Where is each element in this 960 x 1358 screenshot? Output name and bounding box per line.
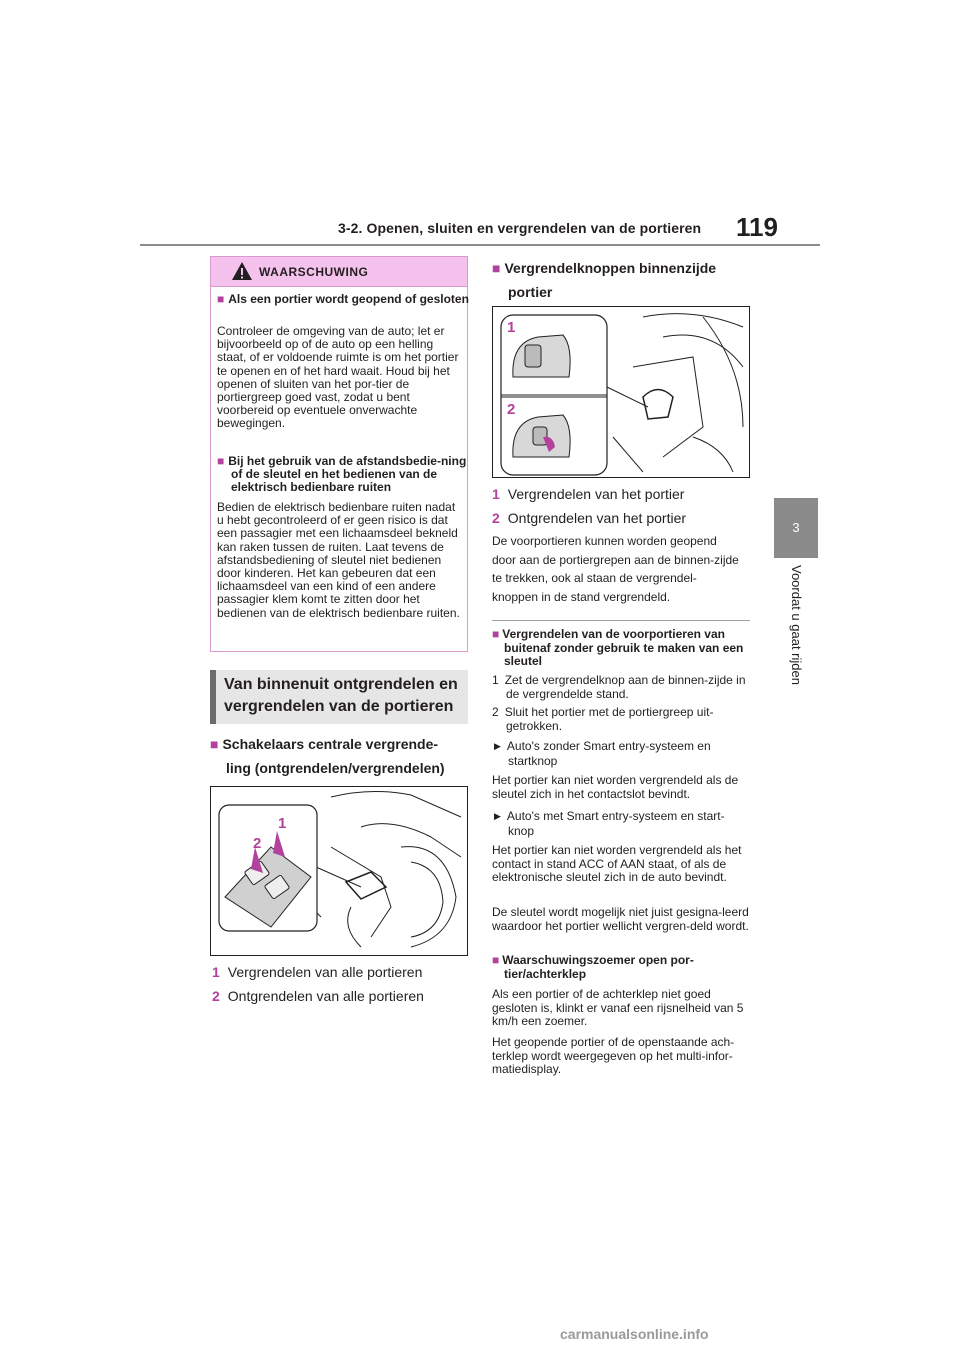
fig-callout-1: 1 (507, 319, 516, 336)
paragraph-no-smart-entry: Het portier kan niet worden vergrendeld als de sleutel zich in het contactslot bevindt. (492, 773, 739, 801)
chapter-number: 3 (792, 520, 800, 535)
chapter-label (782, 565, 812, 715)
chapter-tab (774, 498, 818, 558)
bullet-no-smart-entry: ▶ Auto's zonder Smart entry-systeem en startknop (494, 740, 744, 768)
fig-callout-1: 1 (278, 815, 287, 832)
warning-text-1: Controleer de omgeving van de auto; let er bijvoorbeeld op of de auto op een helling staat, of er voldoende ruimte is om het portier te openen en of het hard waait. Houd bij het openen of sluiten van het por-tier de portiergreep goed vast, zodat u bent voorbereid op eventuele onverwachte bewegingen. (217, 324, 459, 431)
step-item: 1 Zet de vergrendelknop aan de binnen-zijde in de vergrendelde stand. (492, 673, 746, 701)
warning-subheading-2: ■ Bij het gebruik van de afstandsbedie-ning of de sleutel en het bedienen van de elektrisch bedienbare ruiten (217, 454, 467, 494)
warning-triangle-icon (231, 261, 253, 281)
bullet-smart-entry: ▶ Auto's met Smart entry-systeem en start-knop (494, 810, 744, 838)
chapter-label-text: Voordat u gaat rijden (789, 565, 804, 685)
step-item: 2 Sluit het portier met de portiergreep uit-getrokken. (492, 705, 714, 733)
section-heading-line1: Van binnenuit ontgrendelen en (224, 676, 458, 693)
paragraph-key-signal: De sleutel wordt mogelijk niet juist gesigna-leerd waardoor het portier wellicht vergren-deld wordt. (492, 905, 749, 933)
subheading-lock-from-outside: ■ Vergrendelen van de voorportieren van buitenaf zonder gebruik te maken van een sleutel (492, 627, 744, 668)
divider (492, 620, 750, 621)
central-lock-switch-illustration (210, 786, 468, 956)
page-number: 119 (736, 212, 778, 242)
paragraph-open-doors: De voorportieren kunnen worden geopend door aan de portiergrepen aan de binnen-zijde te trekken, ook al staan de vergrendel-knoppen in de stand vergrendeld. (492, 534, 739, 604)
warning-subheading-1: ■ Als een portier wordt geopend of gesloten (217, 292, 469, 306)
paragraph-display: Het geopende portier of de openstaande ach-terklep wordt weergegeven op het multi-infor-matiedisplay. (492, 1035, 735, 1076)
paragraph-smart-entry: Het portier kan niet worden vergrendeld als het contact in stand ACC of AAN staat, of als de elektronische sleutel zich in de auto bevindt. (492, 843, 742, 884)
subheading-central-lock: ■ Schakelaars centrale vergrende- ling (ontgrendelen/vergrendelen) (210, 736, 445, 776)
fig-callout-2: 2 (253, 835, 262, 852)
section-title: 3-2. Openen, sluiten en vergrendelen van de portieren (338, 220, 702, 236)
warning-title: WAARSCHUWING (259, 265, 369, 279)
door-lock-knob-illustration (492, 306, 750, 478)
list-item: 1 Vergrendelen van alle portieren (212, 964, 423, 980)
watermark: carmanualsonline.info (560, 1326, 709, 1342)
list-item: 2 Ontgrendelen van het portier (492, 510, 687, 526)
paragraph-buzzer: Als een portier of de achterklep niet goed gesloten is, klinkt er vanaf een rijsnelheid van 5 km/h een zoemer. (492, 987, 744, 1028)
subheading-door-buzzer: ■ Waarschuwingszoemer open por-tier/achterklep (492, 953, 694, 981)
dashboard-switch-drawing (211, 787, 467, 955)
list-item: 1 Vergrendelen van het portier (492, 486, 685, 502)
warning-box (210, 256, 468, 652)
door-panel-drawing (493, 307, 749, 477)
fig-callout-2: 2 (507, 401, 516, 418)
header-rule (140, 244, 820, 246)
section-heading (210, 670, 468, 724)
warning-header (211, 257, 467, 287)
warning-text-2: Bedien de elektrisch bedienbare ruiten nadat u hebt gecontroleerd of er geen risico is dat een passagier met een lichaamsdeel bekneld kan raken tussen de ruiten. Laat tevens de afstandsbediening of sleutel niet bedienen door kinderen. Het kan gebeuren dat een lichaamsdeel van een kind of een andere passagier klem komt te zitten door het bedienen van de elektrisch bedienbare ruiten. (217, 500, 460, 620)
section-heading-line2: vergrendelen van de portieren (224, 698, 454, 715)
subheading-inside-lock-knob: ■ Vergrendelknoppen binnenzijde portier (492, 260, 717, 300)
list-item: 2 Ontgrendelen van alle portieren (212, 988, 424, 1004)
